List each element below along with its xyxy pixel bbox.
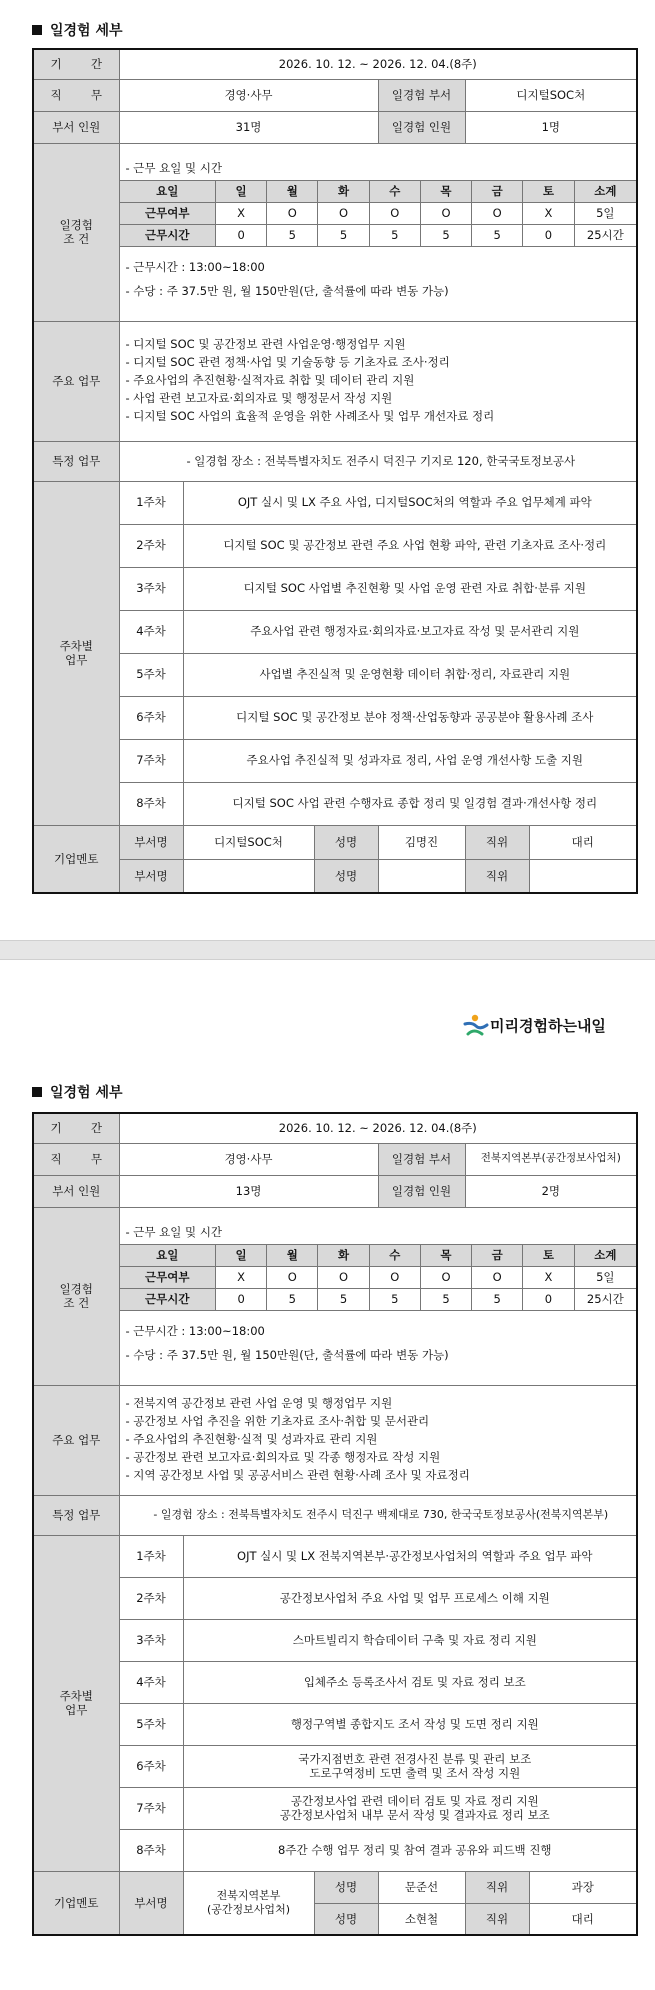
- week-task: 공간정보사업 관련 데이터 검토 및 자료 정리 지원 공간정보사업처 내부 문서 작성 및 결과자료 정리 보조: [183, 1787, 637, 1829]
- schedule-cell: O: [369, 203, 420, 225]
- mentor-name-label: 성명: [314, 1871, 378, 1903]
- schedule-cell: X: [216, 1267, 267, 1289]
- job-label: 직 무: [33, 1143, 119, 1175]
- mentor-position: 대리: [529, 1903, 637, 1935]
- week-number: 4주차: [119, 610, 183, 653]
- duty-item: - 전북지역 공간정보 관련 사업 운영 및 행정업무 지원: [125, 1396, 393, 1411]
- special-label: 특정 업무: [33, 1495, 119, 1535]
- mentor-label: 기업멘토: [33, 1871, 119, 1935]
- schedule-header-cell: 목: [420, 1245, 471, 1267]
- section-title-text: 일경험 세부: [50, 23, 123, 39]
- work-days-heading: - 근무 요일 및 시간: [125, 160, 223, 175]
- trainee-value: 1명: [465, 111, 637, 143]
- schedule-row-label: 근무시간: [120, 225, 216, 247]
- schedule-cell: O: [267, 1267, 318, 1289]
- week-number: 1주차: [119, 1535, 183, 1577]
- schedule-cell: 5: [420, 1289, 471, 1311]
- week-number: 3주차: [119, 567, 183, 610]
- special-value: - 일경험 장소 : 전북특별자치도 전주시 덕진구 기지로 120, 한국국토정보공사: [119, 441, 637, 481]
- dept-staff-label: 부서 인원: [33, 111, 119, 143]
- schedule-header-cell: 수: [369, 1245, 420, 1267]
- mentor-dept: 전북지역본부 (공간정보사업처): [183, 1871, 314, 1935]
- allowance-text: - 수당 : 주 37.5만 원, 월 150만원(단, 출석률에 따라 변동 가능): [125, 284, 449, 299]
- mentor-position-label: 직위: [465, 859, 529, 893]
- duty-item: - 공간정보 사업 추진을 위한 기초자료 조사·취합 및 문서관리: [125, 1414, 430, 1429]
- period-value: 2026. 10. 12. ~ 2026. 12. 04.(8주): [119, 49, 637, 79]
- dept-label: 일경험 부서: [378, 1143, 465, 1175]
- schedule-hours-row: [120, 225, 637, 247]
- schedule-cell: O: [420, 203, 471, 225]
- week-number: 8주차: [119, 782, 183, 825]
- week-number: 7주차: [119, 739, 183, 782]
- section-title-text: 일경험 세부: [50, 1085, 123, 1101]
- document-page-2: [0, 960, 655, 1990]
- schedule-header-cell: 금: [472, 181, 523, 203]
- week-number: 2주차: [119, 1577, 183, 1619]
- schedule-cell: 5일: [574, 203, 636, 225]
- schedule-header-row: [120, 181, 637, 203]
- schedule-cell: 5: [472, 225, 523, 247]
- logo-text: 미리경험하는내일: [490, 1017, 606, 1035]
- week-task: OJT 실시 및 LX 주요 사업, 디지털SOC처의 역할과 주요 업무체계 파악: [183, 481, 637, 524]
- duty-item: - 디지털 SOC 사업의 효율적 운영을 위한 사례조사 및 업무 개선자료 정리: [125, 408, 495, 423]
- schedule-cell: 5: [369, 1289, 420, 1311]
- detail-table: [32, 1112, 638, 1936]
- mentor-dept: 디지털SOC처: [183, 825, 314, 859]
- allowance-text: - 수당 : 주 37.5만 원, 월 150만원(단, 출석률에 따라 변동 가능): [125, 1348, 449, 1363]
- week-task: 국가지점번호 관련 전경사진 분류 및 관리 보조 도로구역정비 도면 출력 및 조서 작성 지원: [183, 1745, 637, 1787]
- schedule-cell: O: [472, 1267, 523, 1289]
- week-task: OJT 실시 및 LX 전북지역본부·공간정보사업처의 역할과 주요 업무 파악: [183, 1535, 637, 1577]
- week-number: 1주차: [119, 481, 183, 524]
- mentor-dept-label: 부서명: [119, 859, 183, 893]
- schedule-hours-row: [120, 1289, 637, 1311]
- work-hours-text: - 근무시간 : 13:00~18:00: [125, 260, 265, 275]
- schedule-header-cell: 금: [472, 1245, 523, 1267]
- schedule-header-cell: 토: [523, 181, 574, 203]
- schedule-cell: O: [369, 1267, 420, 1289]
- mentor-position: [529, 859, 637, 893]
- schedule-header-cell: 토: [523, 1245, 574, 1267]
- week-number: 5주차: [119, 653, 183, 696]
- schedule-table: [120, 1244, 637, 1311]
- duty-item: - 공간정보 관련 보고자료·회의자료 및 각종 행정자료 작성 지원: [125, 1449, 441, 1464]
- schedule-cell: X: [523, 1267, 574, 1289]
- mentor-position-label: 직위: [465, 1903, 529, 1935]
- schedule-header-cell: 소계: [574, 1245, 636, 1267]
- duty-item: - 디지털 SOC 관련 정책·사업 및 기술동향 등 기초자료 조사·정리: [125, 355, 450, 370]
- schedule-cell: X: [523, 203, 574, 225]
- conditions-label: 일경험 조 건: [33, 143, 119, 321]
- schedule-cell: 5: [267, 225, 318, 247]
- schedule-cell: 5일: [574, 1267, 636, 1289]
- job-value: 경영·사무: [119, 1143, 378, 1175]
- schedule-cell: 25시간: [574, 225, 636, 247]
- mentor-name: [378, 859, 465, 893]
- schedule-cell: 0: [523, 225, 574, 247]
- week-number: 3주차: [119, 1619, 183, 1661]
- conditions-label: 일경험 조 건: [33, 1207, 119, 1385]
- mentor-name: 문준선: [378, 1871, 465, 1903]
- mentor-label: 기업멘토: [33, 825, 119, 893]
- schedule-cell: X: [216, 203, 267, 225]
- logo-figure-icon: [462, 1012, 490, 1040]
- mentor-position: 과장: [529, 1871, 637, 1903]
- mentor-name: 소현철: [378, 1903, 465, 1935]
- schedule-cell: 5: [472, 1289, 523, 1311]
- week-number: 5주차: [119, 1703, 183, 1745]
- week-number: 8주차: [119, 1829, 183, 1871]
- schedule-cell: 5: [267, 1289, 318, 1311]
- period-label: 기 간: [33, 1113, 119, 1143]
- week-number: 2주차: [119, 524, 183, 567]
- trainee-label: 일경험 인원: [378, 1175, 465, 1207]
- mentor-position-label: 직위: [465, 1871, 529, 1903]
- schedule-row-label: 근무여부: [120, 1267, 216, 1289]
- schedule-cell: O: [420, 1267, 471, 1289]
- schedule-header-row: [120, 1245, 637, 1267]
- schedule-cell: 5: [318, 1289, 369, 1311]
- dept-value: 전북지역본부(공간정보사업처): [465, 1143, 637, 1175]
- duty-item: - 주요사업의 추진현황·실적 및 성과자료 관리 지원: [125, 1432, 378, 1447]
- schedule-header-cell: 수: [369, 181, 420, 203]
- job-label: 직 무: [33, 79, 119, 111]
- schedule-header-cell: 일: [216, 1245, 267, 1267]
- mentor-dept: [183, 859, 314, 893]
- schedule-header-cell: 화: [318, 1245, 369, 1267]
- schedule-cell: O: [267, 203, 318, 225]
- week-task: 입체주소 등록조사서 검토 및 자료 정리 보조: [183, 1661, 637, 1703]
- week-task: 공간정보사업처 주요 사업 및 업무 프로세스 이해 지원: [183, 1577, 637, 1619]
- mentor-name-label: 성명: [314, 859, 378, 893]
- schedule-cell: 0: [216, 1289, 267, 1311]
- schedule-cell: 5: [369, 225, 420, 247]
- dept-staff-label: 부서 인원: [33, 1175, 119, 1207]
- schedule-header-cell: 목: [420, 181, 471, 203]
- duties-cell: [119, 321, 637, 441]
- schedule-header-cell: 화: [318, 181, 369, 203]
- weekly-label: 주차별 업무: [33, 1535, 119, 1871]
- schedule-work-row: [120, 1267, 637, 1289]
- mentor-dept-label: 부서명: [119, 825, 183, 859]
- schedule-header-cell: 소계: [574, 181, 636, 203]
- schedule-cell: O: [318, 203, 369, 225]
- dept-value: 디지털SOC처: [465, 79, 637, 111]
- week-number: 6주차: [119, 696, 183, 739]
- weekly-label: 주차별 업무: [33, 481, 119, 825]
- brand-logo: [462, 1012, 632, 1040]
- work-days-heading: - 근무 요일 및 시간: [125, 1224, 223, 1239]
- week-task: 디지털 SOC 사업 관련 수행자료 종합 정리 및 일경험 결과·개선사항 정리: [183, 782, 637, 825]
- mentor-name-label: 성명: [314, 825, 378, 859]
- dept-staff-value: 31명: [119, 111, 378, 143]
- schedule-work-row: [120, 203, 637, 225]
- mentor-name: 김명진: [378, 825, 465, 859]
- schedule-header-cell: 요일: [120, 1245, 216, 1267]
- mentor-dept-label: 부서명: [119, 1871, 183, 1935]
- document-page-1: [0, 0, 655, 940]
- detail-table: [32, 48, 638, 894]
- square-bullet-icon: [32, 25, 42, 35]
- week-task: 주요사업 추진실적 및 성과자료 정리, 사업 운영 개선사항 도출 지원: [183, 739, 637, 782]
- schedule-cell: 0: [523, 1289, 574, 1311]
- week-task: 디지털 SOC 사업별 추진현황 및 사업 운영 관련 자료 취합·분류 지원: [183, 567, 637, 610]
- dept-label: 일경험 부서: [378, 79, 465, 111]
- special-value: - 일경험 장소 : 전북특별자치도 전주시 덕진구 백제대로 730, 한국국토정보공사(전북지역본부): [119, 1495, 637, 1535]
- schedule-cell: O: [318, 1267, 369, 1289]
- conditions-cell: [119, 1207, 637, 1385]
- week-number: 7주차: [119, 1787, 183, 1829]
- week-task: 행정구역별 종합지도 조서 작성 및 도면 정리 지원: [183, 1703, 637, 1745]
- schedule-header-cell: 일: [216, 181, 267, 203]
- schedule-header-cell: 월: [267, 1245, 318, 1267]
- week-number: 4주차: [119, 1661, 183, 1703]
- mentor-position-label: 직위: [465, 825, 529, 859]
- duty-item: - 주요사업의 추진현황·실적자료 취합 및 데이터 관리 지원: [125, 373, 415, 388]
- schedule-cell: 5: [318, 225, 369, 247]
- week-task: 스마트빌리지 학습데이터 구축 및 자료 정리 지원: [183, 1619, 637, 1661]
- duty-item: - 지역 공간정보 사업 및 공공서비스 관련 현황·사례 조사 및 자료정리: [125, 1467, 470, 1482]
- schedule-cell: 0: [216, 225, 267, 247]
- period-value: 2026. 10. 12. ~ 2026. 12. 04.(8주): [119, 1113, 637, 1143]
- section-title: [32, 1082, 123, 1102]
- week-number: 6주차: [119, 1745, 183, 1787]
- schedule-cell: 25시간: [574, 1289, 636, 1311]
- conditions-cell: [119, 143, 637, 321]
- duty-item: - 사업 관련 보고자료·회의자료 및 행정문서 작성 지원: [125, 390, 393, 405]
- schedule-cell: O: [472, 203, 523, 225]
- square-bullet-icon: [32, 1087, 42, 1097]
- work-hours-text: - 근무시간 : 13:00~18:00: [125, 1324, 265, 1339]
- schedule-row-label: 근무여부: [120, 203, 216, 225]
- duty-item: - 디지털 SOC 및 공간정보 관련 사업운영·행정업무 지원: [125, 337, 406, 352]
- schedule-table: [120, 180, 637, 247]
- schedule-header-cell: 요일: [120, 181, 216, 203]
- week-task: 디지털 SOC 및 공간정보 분야 정책·산업동향과 공공분야 활용사례 조사: [183, 696, 637, 739]
- special-label: 특정 업무: [33, 441, 119, 481]
- trainee-value: 2명: [465, 1175, 637, 1207]
- page-separator: [0, 940, 655, 960]
- duties-label: 주요 업무: [33, 321, 119, 441]
- duties-cell: [119, 1385, 637, 1495]
- mentor-position: 대리: [529, 825, 637, 859]
- trainee-label: 일경험 인원: [378, 111, 465, 143]
- schedule-row-label: 근무시간: [120, 1289, 216, 1311]
- week-task: 주요사업 관련 행정자료·회의자료·보고자료 작성 및 문서관리 지원: [183, 610, 637, 653]
- mentor-name-label: 성명: [314, 1903, 378, 1935]
- week-task: 8주간 수행 업무 정리 및 참여 결과 공유와 피드백 진행: [183, 1829, 637, 1871]
- dept-staff-value: 13명: [119, 1175, 378, 1207]
- duties-label: 주요 업무: [33, 1385, 119, 1495]
- schedule-cell: 5: [420, 225, 471, 247]
- section-title: [32, 20, 123, 40]
- week-task: 사업별 추진실적 및 운영현황 데이터 취합·정리, 자료관리 지원: [183, 653, 637, 696]
- period-label: 기 간: [33, 49, 119, 79]
- week-task: 디지털 SOC 및 공간정보 관련 주요 사업 현황 파악, 관련 기초자료 조사·정리: [183, 524, 637, 567]
- schedule-header-cell: 월: [267, 181, 318, 203]
- job-value: 경영·사무: [119, 79, 378, 111]
